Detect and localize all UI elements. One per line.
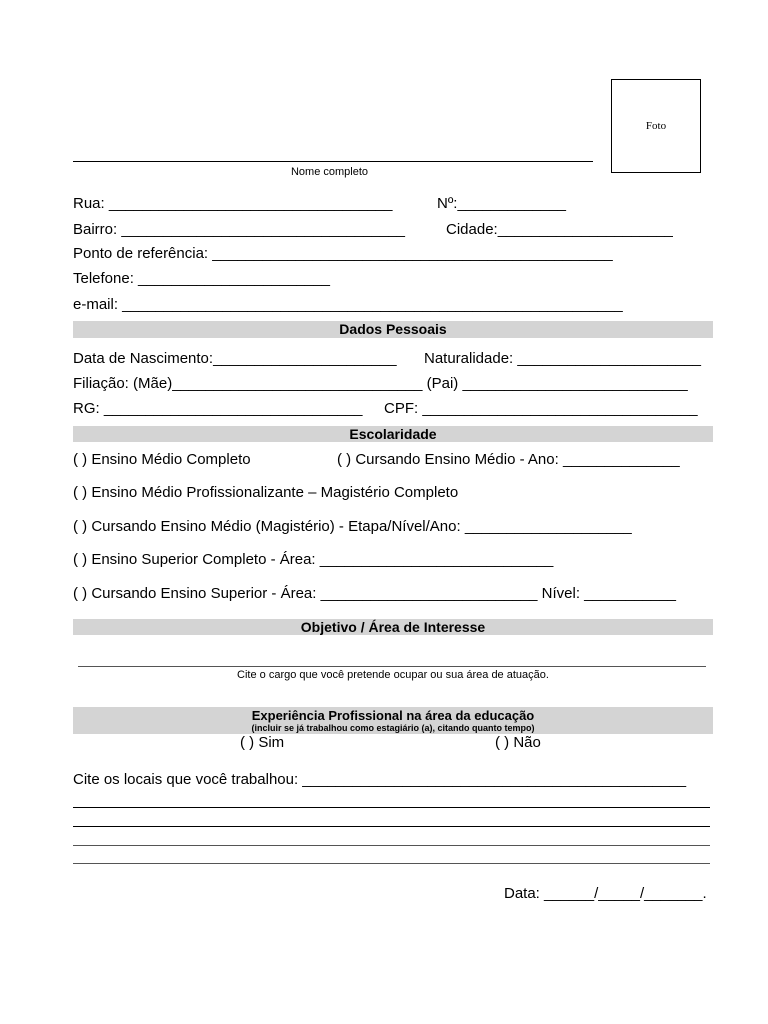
rg-field[interactable]: RG: _______________________________ <box>73 400 363 417</box>
telefone-field[interactable]: Telefone: _______________________ <box>73 270 330 287</box>
cursando-superior-option[interactable]: ( ) Cursando Ensino Superior - Área: __________________________ Nível: ___________ <box>73 585 676 602</box>
naturalidade-field[interactable]: Naturalidade: ______________________ <box>424 350 701 367</box>
locais-line-4[interactable] <box>73 863 710 864</box>
cidade-field[interactable]: Cidade:_____________________ <box>446 221 673 238</box>
name-line[interactable] <box>73 161 593 162</box>
nao-option[interactable]: ( ) Não <box>495 734 541 751</box>
photo-label: Foto <box>645 120 667 132</box>
rua-field[interactable]: Rua: __________________________________ <box>73 195 393 212</box>
locais-line-2[interactable] <box>73 826 710 827</box>
locais-field[interactable]: Cite os locais que você trabalhou: ______________________________________________ <box>73 771 687 788</box>
objetivo-caption: Cite o cargo que você pretende ocupar ou sua área de atuação. <box>237 669 549 681</box>
email-field[interactable]: e-mail: ____________________________________________________________ <box>73 296 623 313</box>
experiencia-title: Experiência Profissional na área da educação <box>251 708 535 723</box>
objetivo-header: Objetivo / Área de Interesse <box>73 619 713 635</box>
dados-pessoais-header: Dados Pessoais <box>73 321 713 338</box>
magisterio-option[interactable]: ( ) Ensino Médio Profissionalizante – Magistério Completo <box>73 484 459 501</box>
bairro-field[interactable]: Bairro: __________________________________ <box>73 221 405 238</box>
nascimento-field[interactable]: Data de Nascimento:______________________ <box>73 350 397 367</box>
locais-line-1[interactable] <box>73 807 710 808</box>
filiacao-field[interactable]: Filiação: (Mãe)______________________________ (Pai) ___________________________ <box>73 375 688 392</box>
medio-completo-option[interactable]: ( ) Ensino Médio Completo <box>73 451 251 468</box>
cpf-field[interactable]: CPF: _________________________________ <box>384 400 698 417</box>
name-caption: Nome completo <box>290 166 369 178</box>
experiencia-subtitle: (incluir se já trabalhou como estagiário (a), citando quanto tempo) <box>251 723 535 733</box>
superior-completo-option[interactable]: ( ) Ensino Superior Completo - Área: ____________________________ <box>73 551 554 568</box>
escolaridade-header: Escolaridade <box>73 426 713 442</box>
cursando-medio-option[interactable]: ( ) Cursando Ensino Médio - Ano: ______________ <box>337 451 680 468</box>
photo-box <box>611 79 701 173</box>
experiencia-header <box>73 707 713 734</box>
locais-line-3[interactable] <box>73 845 710 846</box>
numero-field[interactable]: Nº:_____________ <box>437 195 566 212</box>
objetivo-line[interactable] <box>78 666 706 667</box>
cursando-magisterio-option[interactable]: ( ) Cursando Ensino Médio (Magistério) - Etapa/Nível/Ano: ____________________ <box>73 518 632 535</box>
data-field[interactable]: Data: ______/_____/_______. <box>504 885 707 902</box>
ponto-referencia-field[interactable]: Ponto de referência: ________________________________________________ <box>73 245 613 262</box>
sim-option[interactable]: ( ) Sim <box>240 734 285 751</box>
